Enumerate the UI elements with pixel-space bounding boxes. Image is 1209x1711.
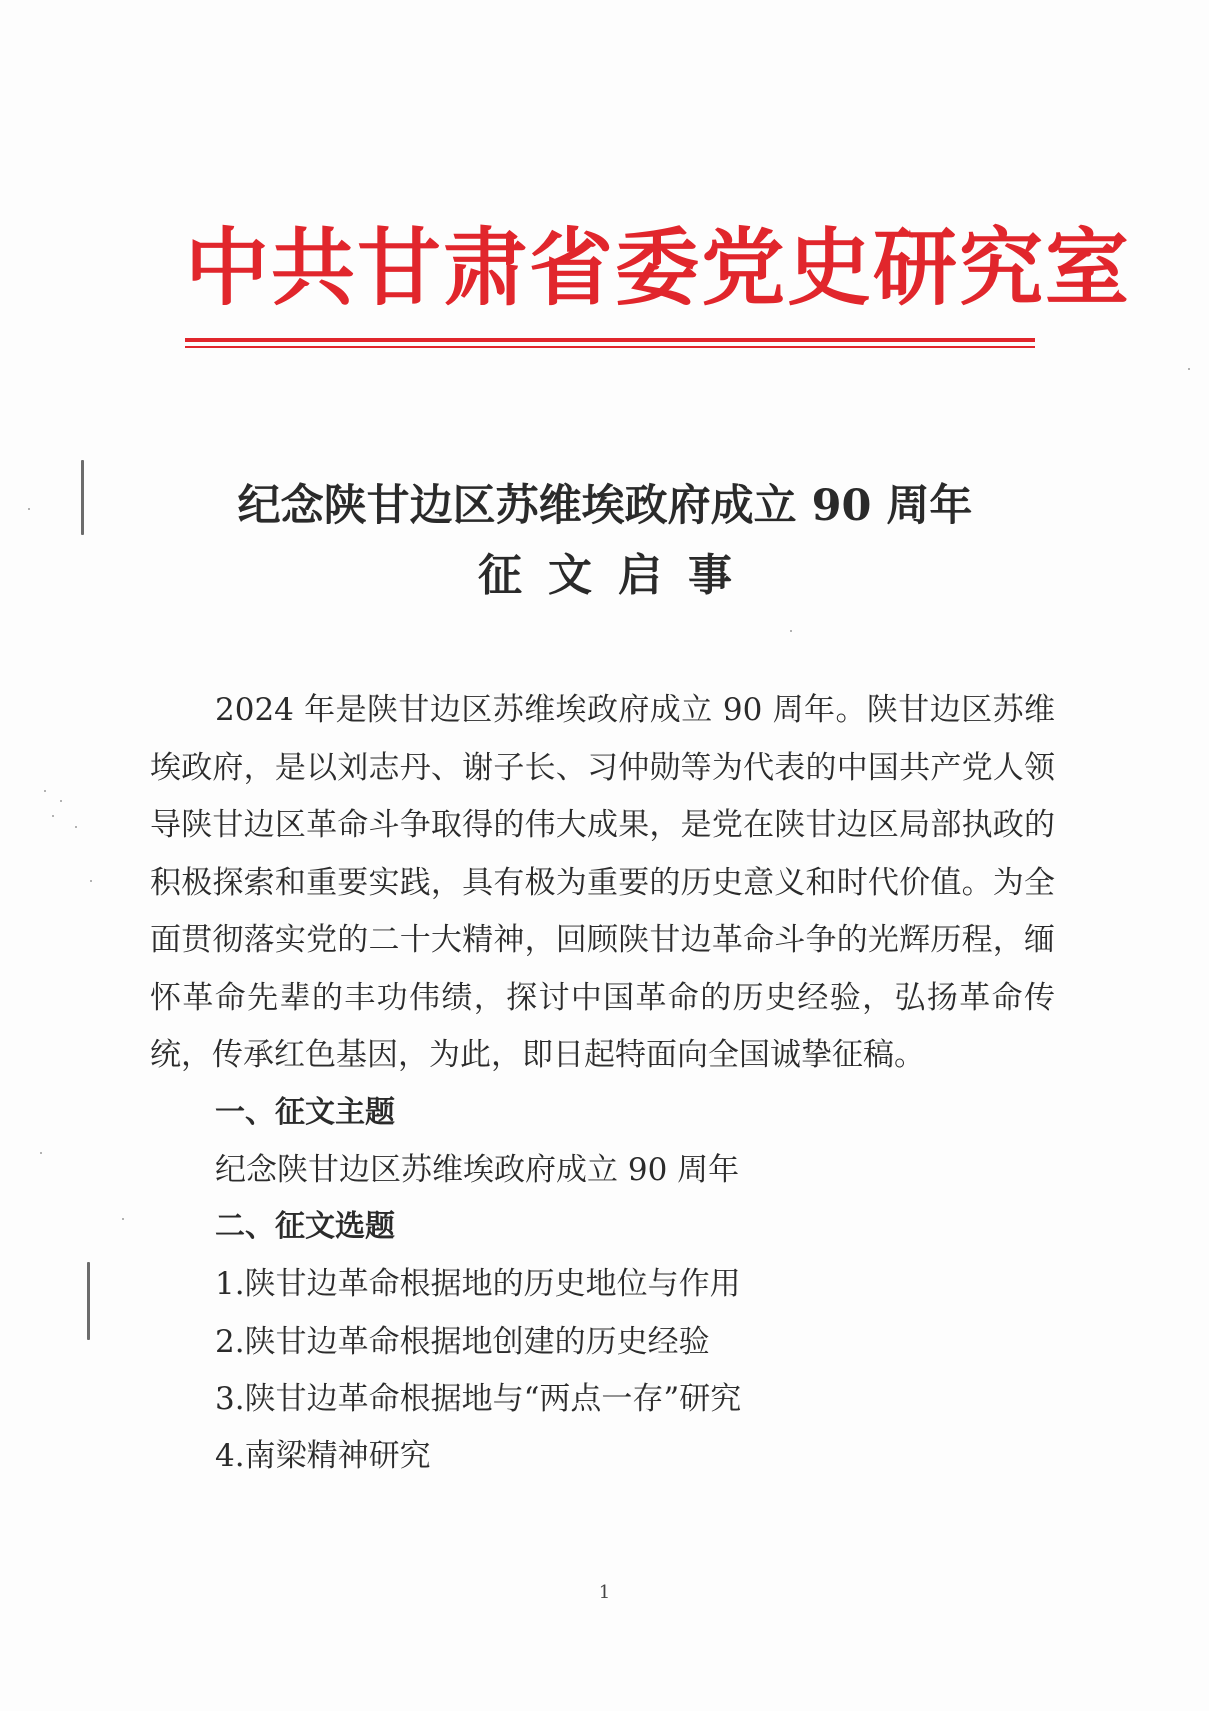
section-heading-topics: 二、征文选题 bbox=[215, 1209, 395, 1244]
scan-speck bbox=[1188, 368, 1190, 370]
topic-item: 3.陕甘边革命根据地与“两点一存”研究 bbox=[215, 1381, 742, 1417]
page-number: 1 bbox=[598, 1582, 611, 1603]
scan-artifact-mark bbox=[81, 460, 84, 535]
letterhead-rule-thin bbox=[185, 346, 1035, 348]
scan-speck bbox=[790, 630, 792, 632]
intro-paragraph: 2024 年是陕甘边区苏维埃政府成立 90 周年。陕甘边区苏维埃政府，是以刘志丹、谢子长、习仲勋等为代表的中国共产党人领导陕甘边区革命斗争取得的伟大成果，是党在陕甘边区局部执政的积极探索和重要实践，具有极为重要的历史意义和时代价值。为全面贯彻落实党的二十大精神，回顾陕甘边革命斗争的光辉历程，缅怀革命先辈的丰功伟绩，探讨中国革命的历史经验，弘扬革命传统，传承红色基因，为此，即日起特面向全国诚挚征稿。 bbox=[150, 692, 1055, 1073]
topic-item: 2.陕甘边革命根据地创建的历史经验 bbox=[215, 1324, 710, 1360]
scan-speck bbox=[122, 1218, 124, 1220]
letterhead-rule-thick bbox=[185, 338, 1035, 342]
scan-speck bbox=[28, 508, 30, 510]
scan-speck bbox=[40, 1152, 42, 1154]
topic-item: 1.陕甘边革命根据地的历史地位与作用 bbox=[215, 1266, 741, 1302]
section-heading-theme: 一、征文主题 bbox=[215, 1095, 395, 1130]
scan-speck bbox=[60, 800, 62, 802]
document-subtitle: 征文启事 bbox=[478, 550, 758, 601]
scan-speck bbox=[44, 790, 46, 792]
scan-speck bbox=[90, 880, 92, 882]
scan-artifact-mark bbox=[87, 1262, 90, 1340]
document-title: 纪念陕甘边区苏维埃政府成立 90 周年 bbox=[237, 481, 973, 531]
theme-text: 纪念陕甘边区苏维埃政府成立 90 周年 bbox=[215, 1152, 740, 1188]
letterhead-title: 中共甘肃省委党史研究室 bbox=[185, 219, 1132, 317]
topic-item: 4.南梁精神研究 bbox=[215, 1438, 431, 1474]
scan-speck bbox=[52, 815, 54, 817]
scan-speck bbox=[75, 826, 77, 828]
